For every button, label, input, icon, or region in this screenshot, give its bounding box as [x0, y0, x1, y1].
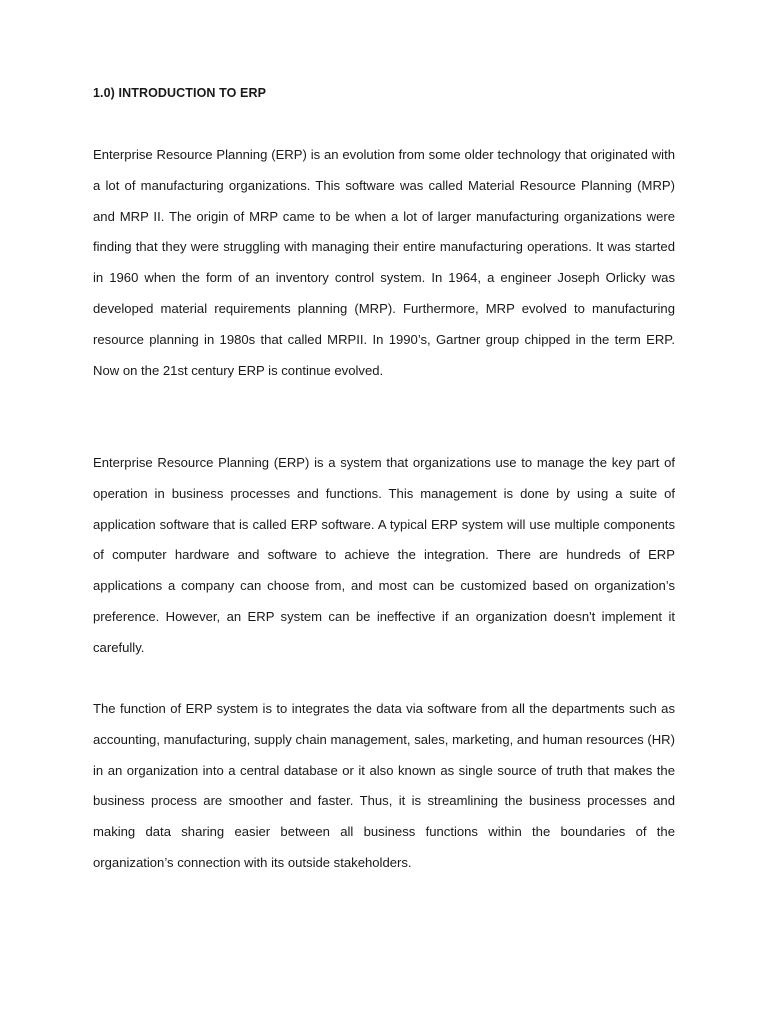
paragraph-erp-definition: Enterprise Resource Planning (ERP) is a system that organizations use to manage the key part of operation in business processes and functions. This management is done by using a suite of application software that is called ERP software. A typical ERP system will use multiple components of computer hardware and software to achieve the integration. There are hundreds of ERP applications a company can choose from, and most can be customized based on organization’s preference. However, an ERP system can be ineffective if an organization doesn't implement it carefully.: [93, 455, 675, 655]
section-heading: 1.0) INTRODUCTION TO ERP: [93, 86, 267, 100]
paragraph-erp-function: The function of ERP system is to integrates the data via software from all the departments such as accounting, manufacturing, supply chain management, sales, marketing, and human resources (HR) in an organization into a central database or it also known as single source of truth that makes the business process are smoother and faster. Thus, it is streamlining the business processes and making data sharing easier between all business functions within the boundaries of the organization’s connection with its outside stakeholders.: [93, 701, 675, 870]
paragraph-erp-history: Enterprise Resource Planning (ERP) is an evolution from some older technology that originated with a lot of manufacturing organizations. This software was called Material Resource Planning (MRP) and MRP II. The origin of MRP came to be when a lot of larger manufacturing organizations were finding that they were struggling with managing their entire manufacturing operations. It was started in 1960 when the form of an inventory control system. In 1964, a engineer Joseph Orlicky was developed material requirements planning (MRP). Furthermore, MRP evolved to manufacturing resource planning in 1980s that called MRPII. In 1990’s, Gartner group chipped in the term ERP. Now on the 21st century ERP is continue evolved.: [93, 147, 675, 378]
